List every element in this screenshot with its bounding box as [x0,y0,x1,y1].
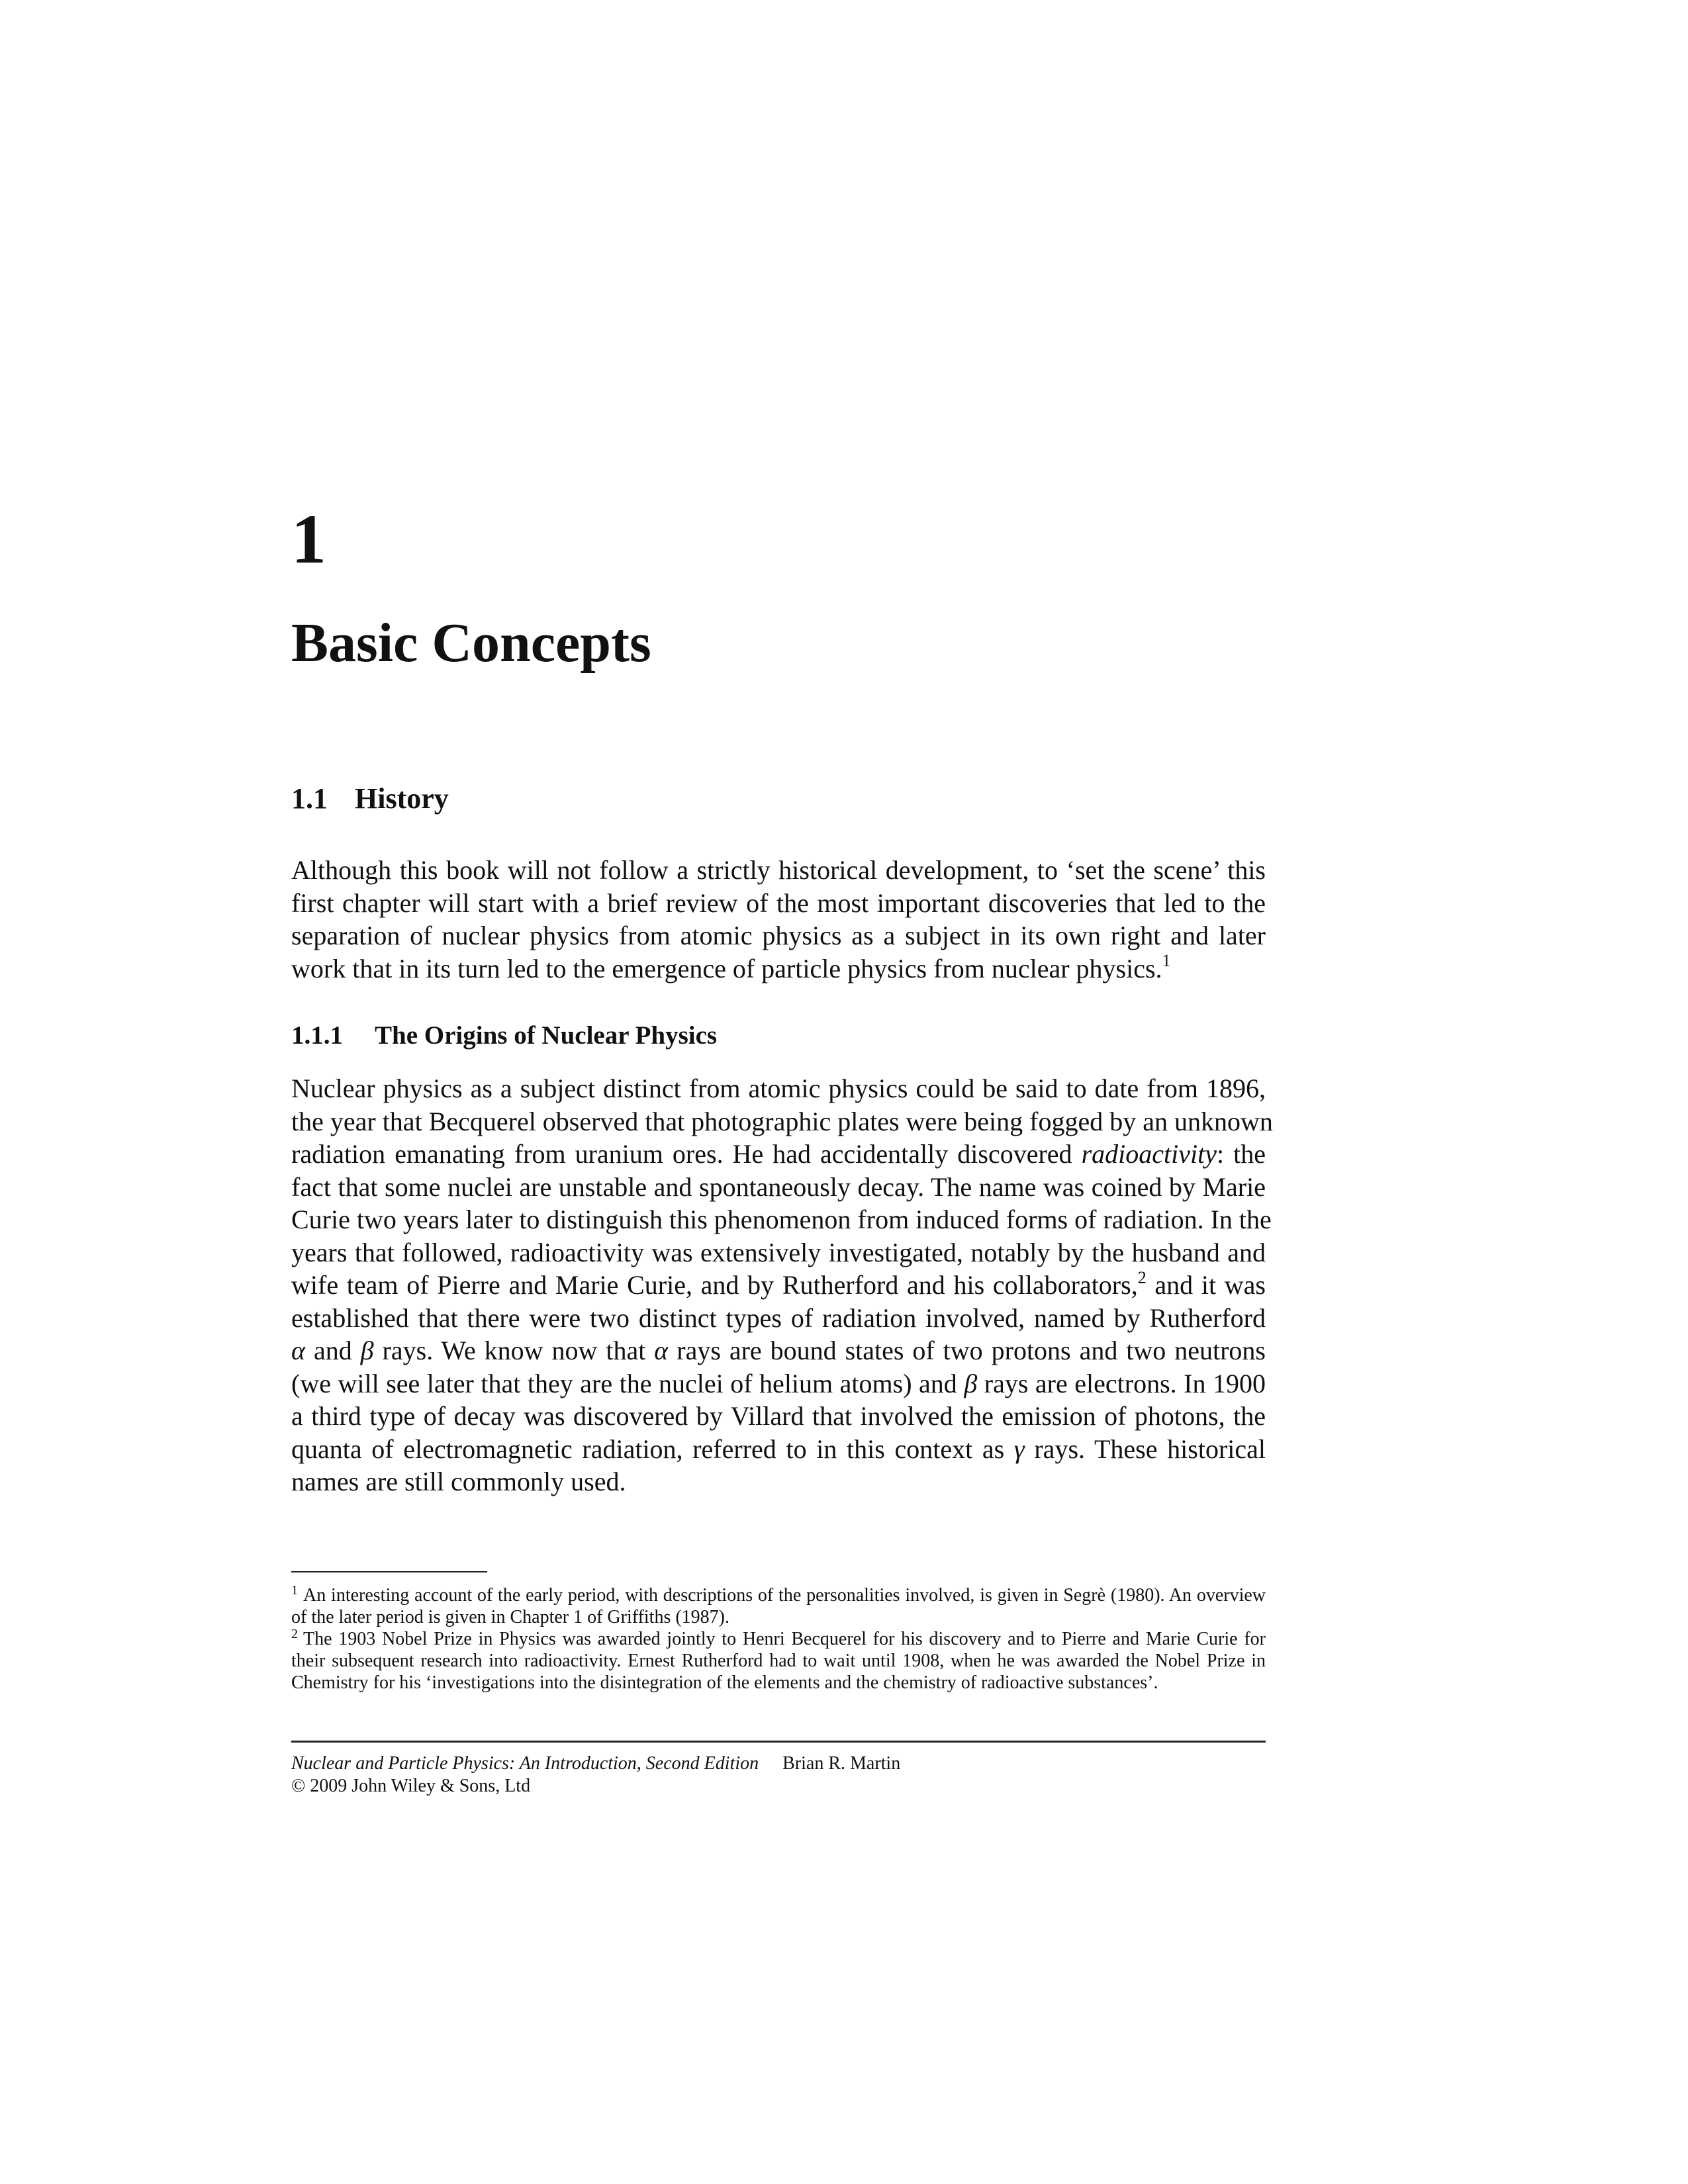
paragraph-line: wife team of Pierre and Marie Curie, and by Rutherford and his collaborators,$^2$ and it was [291,1267,1266,1300]
beta-symbol: β [360,1336,374,1365]
footnotes [291,1584,1266,1694]
subsection-title: The Origins of Nuclear Physics [375,1021,718,1050]
chapter-number: 1 [291,500,326,578]
book-title: Nuclear and Particle Physics: An Introduction, Second Edition [291,1753,759,1774]
footnote-mark: 2 [291,1626,298,1641]
page-footer [291,1752,900,1797]
footer-citation-line [291,1752,900,1775]
footnote-2-cont: Chemistry for his ‘investigations into the disintegration of the elements and the chemistry of radioactive substances’. [291,1672,1158,1693]
paragraph-line: the year that Becquerel observed that photographic plates were being fogged by an unknown [291,1106,1273,1136]
paragraph-line: separation of nuclear physics from atomic physics as a subject in its own right and later [291,921,1266,950]
section-heading [291,784,449,813]
footnote-ref-1[interactable]: 1 [1162,951,1171,971]
footnote-ref-2[interactable]: 2 [1137,1267,1147,1287]
paragraph-line: names are still commonly used. [291,1467,626,1496]
origins-paragraph [291,1072,1273,1498]
paragraph-line: fact that some nuclei are unstable and spontaneously decay. The name was coined by Marie [291,1171,1266,1202]
chapter-title: Basic Concepts [291,612,651,674]
paragraph-line: work that in its turn led to the emergence of particle physics from nuclear physics.$^1$ [291,951,1171,983]
section-title: History [355,782,449,815]
footnote-1-cont: of the later period is given in Chapter 1 of Griffiths (1987). [291,1607,729,1627]
beta-symbol: β [964,1368,978,1398]
paragraph-line: Although this book will not follow a strictly historical development, to ‘set the scene’ this [291,855,1266,885]
footnote-divider [291,1571,487,1572]
footnote-2: $^2$ The 1903 Nobel Prize in Physics was awarded jointly to Henri Becquerel for his discovery and to Pierre and Marie Curie for [291,1626,1266,1649]
history-paragraph [291,854,1266,985]
footnote-1: $^1$ An interesting account of the early period, with descriptions of the personalities involved, is given in Segrè (1980). An overview [291,1582,1266,1606]
paragraph-line: Nuclear physics as a subject distinct from atomic physics could be said to date from 1896, [291,1073,1266,1103]
book-author: Brian R. Martin [782,1753,901,1774]
paragraph-line: (we will see later that they are the nuclei of helium atoms) and β rays are electrons. In 1900 [291,1368,1266,1398]
paragraph-line: radiation emanating from uranium ores. He had accidentally discovered radioactivity: the [291,1139,1266,1169]
alpha-symbol: α [291,1336,305,1365]
paragraph-line: a third type of decay was discovered by Villard that involved the emission of photons, the [291,1401,1266,1431]
paragraph-line: years that followed, radioactivity was extensively investigated, notably by the husband and [291,1237,1266,1267]
copyright: © 2009 John Wiley & Sons, Ltd [291,1776,531,1796]
paragraph-line: quanta of electromagnetic radiation, referred to in this context as γ rays. These historical [291,1433,1266,1464]
paragraph-line: established that there were two distinct types of radiation involved, named by Rutherford [291,1302,1266,1333]
paragraph-line: first chapter will start with a brief review of the most important discoveries that led to the [291,887,1266,918]
paragraph-line: α and β rays. We know now that α rays are bound states of two protons and two neutrons [291,1336,1266,1365]
alpha-symbol: α [654,1336,669,1365]
footnote-2-cont: their subsequent research into radioactivity. Ernest Rutherford had to wait until 1908, when he was awarded the Nobel Prize in [291,1651,1266,1671]
footnote-mark: 1 [291,1582,298,1598]
footer-divider [291,1741,1266,1743]
section-number: 1.1 [291,782,328,815]
subsection-number: 1.1.1 [291,1021,343,1050]
term-radioactivity: radioactivity [1081,1139,1217,1169]
subsection-heading [291,1023,717,1048]
gamma-symbol: γ [1013,1433,1025,1464]
paragraph-line: Curie two years later to distinguish this phenomenon from induced forms of radiation. In the [291,1205,1272,1234]
